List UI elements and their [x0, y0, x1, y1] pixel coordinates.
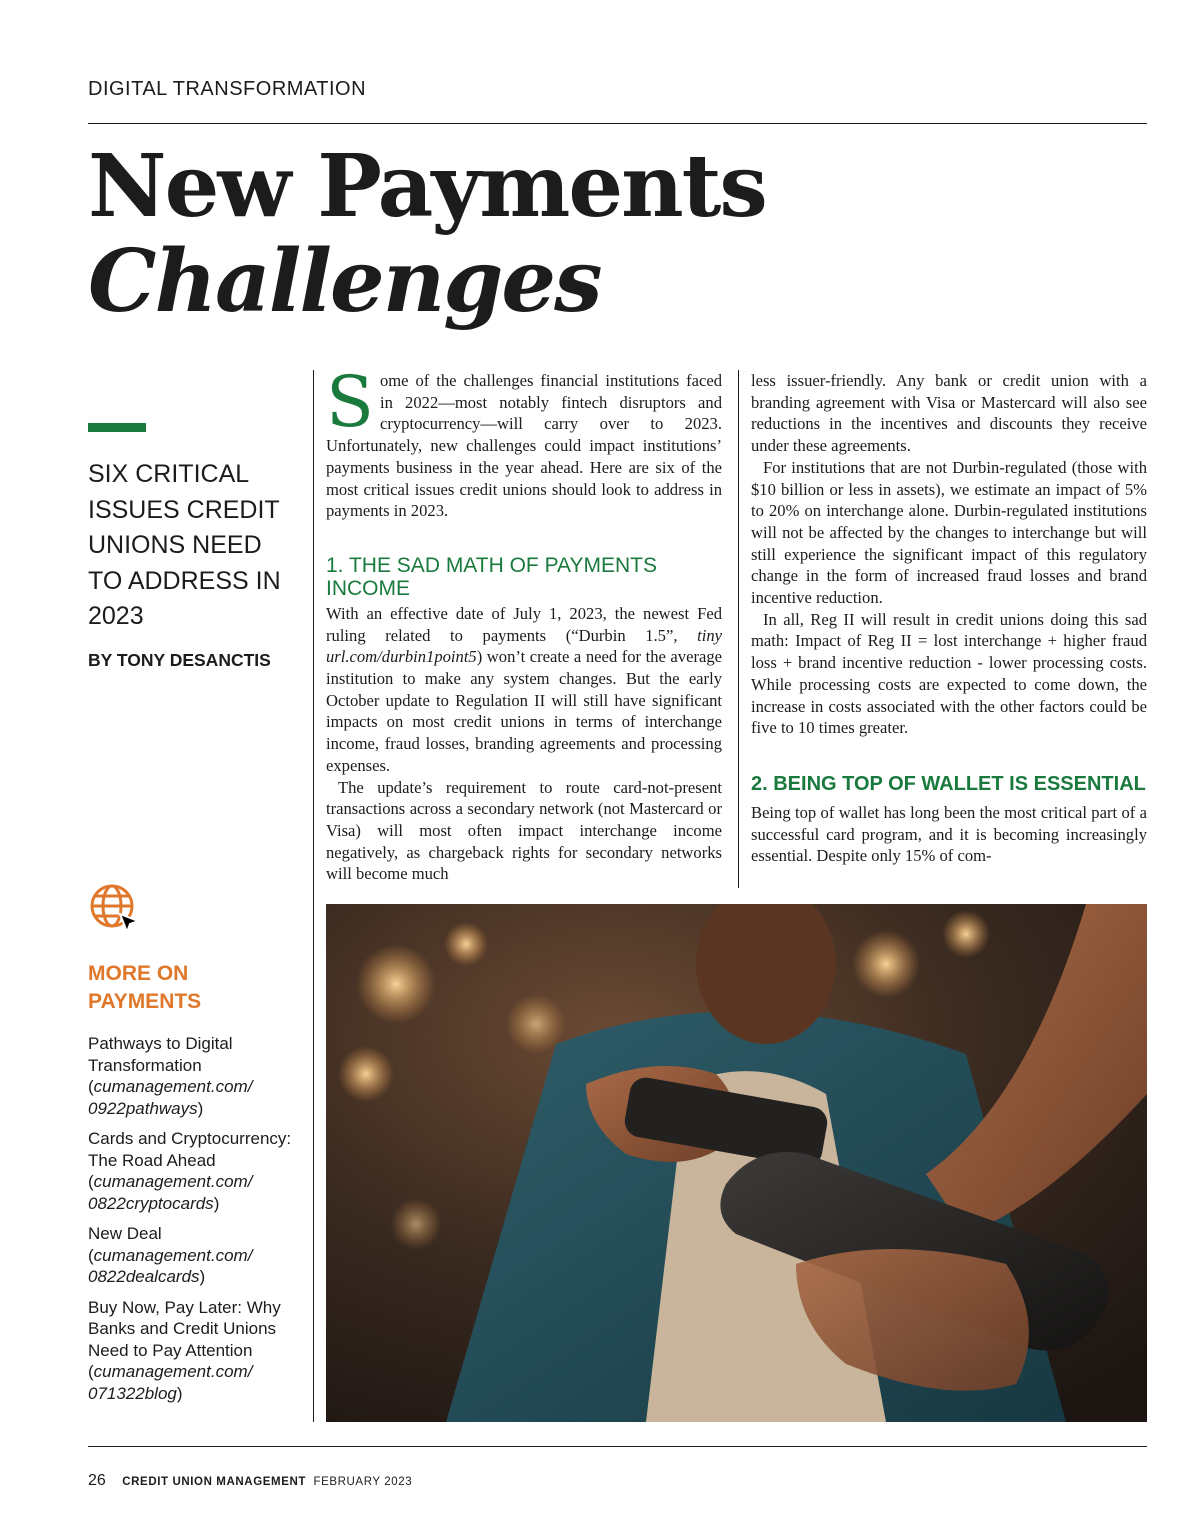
related-link[interactable]: Pathways to Digital Transformation (cumanagement.com/ 0922pathways)	[88, 1034, 253, 1118]
body-paragraph: less issuer-friendly. Any bank or credit union with a branding agreement with Visa or Mastercard will also see reductions in the incentives and discounts they receive under these agreements.	[751, 371, 1147, 456]
headline-line-1: New Payments	[88, 136, 766, 237]
intro-paragraph: Some of the challenges financial institutions faced in 2022—most notably fintech disruptors and cryptocurrency—will carry over to 2023. Unfortunately, new challenges could impact institutions’ payments business in the year ahead. Here are six of the most critical issues credit unions should look to address in payments in 2023.	[326, 361, 722, 521]
page-number: 26	[88, 1472, 106, 1489]
related-link-url[interactable]: cumanagement.com/ 0922pathways	[88, 1077, 253, 1118]
body-paragraph: In all, Reg II will result in credit unions doing this sad math: Impact of Reg II = lost interchange + higher fraud loss + brand incentive reduction - lower processing costs. While processing costs are expected to come down, the increase in costs associated with the other factors could be five to 10 times greater.	[751, 609, 1147, 738]
section-label: DIGITAL TRANSFORMATION	[88, 78, 367, 100]
top-rule	[88, 123, 1147, 124]
related-link[interactable]: Cards and Cryptocurrency: The Road Ahead (cumanagement.com/ 0822cryptocards)	[88, 1129, 292, 1213]
issue-date: FEBRUARY 2023	[313, 1476, 413, 1488]
article-column-2	[751, 370, 1147, 867]
related-links-list	[88, 1033, 303, 1413]
dek: SIX CRITICAL ISSUES CREDIT UNIONS NEED TO ADDRESS IN 2023	[88, 460, 281, 630]
section-heading-1: 1. THE SAD MATH OF PAYMENTS INCOME	[326, 553, 657, 600]
headline-line-2: Challenges	[88, 231, 601, 332]
related-link-url[interactable]: cumanagement.com/ 0822dealcards	[88, 1245, 253, 1286]
article-column-1	[326, 361, 722, 885]
inline-url[interactable]: tiny url.com/durbin1point5	[326, 625, 722, 667]
publication-name: CREDIT UNION MANAGEMENT	[122, 1476, 306, 1488]
related-link-url[interactable]: cumanagement.com/ 0822cryptocards	[88, 1172, 253, 1213]
related-link-title: Buy Now, Pay Later: Why Banks and Credit Unions Need to Pay Attention	[88, 1297, 281, 1360]
drop-cap: S	[326, 361, 374, 443]
sidebar-divider	[313, 370, 314, 1422]
body-paragraph: With an effective date of July 1, 2023, the newest Fed ruling related to payments (“Durbin 1.5”, tiny url.com/durbin1point5) won’t create a need for the average institution to make any system changes. But the early October update to Regulation II will still have significant impacts on most credit unions in terms of interchange income, fraud losses, branding agreements and processing expenses.	[326, 603, 722, 775]
byline: BY TONY DESANCTIS	[88, 650, 271, 670]
body-paragraph: Being top of wallet has long been the most critical part of a successful card program, and it is becoming increasingly essential. Despite only 15% of com-	[751, 802, 1147, 866]
phone-payment-photo	[326, 904, 1147, 1422]
bottom-rule	[88, 1446, 1147, 1447]
related-link-url[interactable]: cumanagement.com/ 071322blog	[88, 1362, 253, 1403]
related-link-title: New Deal	[88, 1224, 162, 1243]
body-paragraph: The update’s requirement to route card-not-present transactions across a secondary network (not Mastercard or Visa) will most often impact interchange income negatively, as chargeback rights for secondary networks will become much	[326, 777, 722, 884]
section-heading-2: 2. BEING TOP OF WALLET IS ESSENTIAL	[751, 772, 1146, 795]
related-link-title: Cards and Cryptocurrency: The Road Ahead	[88, 1129, 292, 1170]
accent-bar	[88, 423, 146, 432]
related-link[interactable]: New Deal (cumanagement.com/ 0822dealcards)	[88, 1224, 253, 1286]
related-link[interactable]: Buy Now, Pay Later: Why Banks and Credit Unions Need to Pay Attention (cumanagement.com/ 071322blog)	[88, 1297, 281, 1403]
page-footer	[88, 1472, 412, 1490]
column-divider	[738, 370, 739, 888]
body-paragraph: For institutions that are not Durbin-regulated (those with $10 billion or less in assets), we estimate an impact of 5% to 20% on interchange alone. Durbin-regulated institutions will not be affected by the changes to interchange but will still experience the significant impact of this regulatory change in the form of increased fraud losses and brand incentive reduction.	[751, 457, 1147, 608]
related-link-title: Pathways to Digital Transformation	[88, 1034, 233, 1075]
more-on-payments-heading: MORE ON PAYMENTS	[88, 962, 202, 1013]
globe-cursor-icon	[88, 882, 140, 934]
